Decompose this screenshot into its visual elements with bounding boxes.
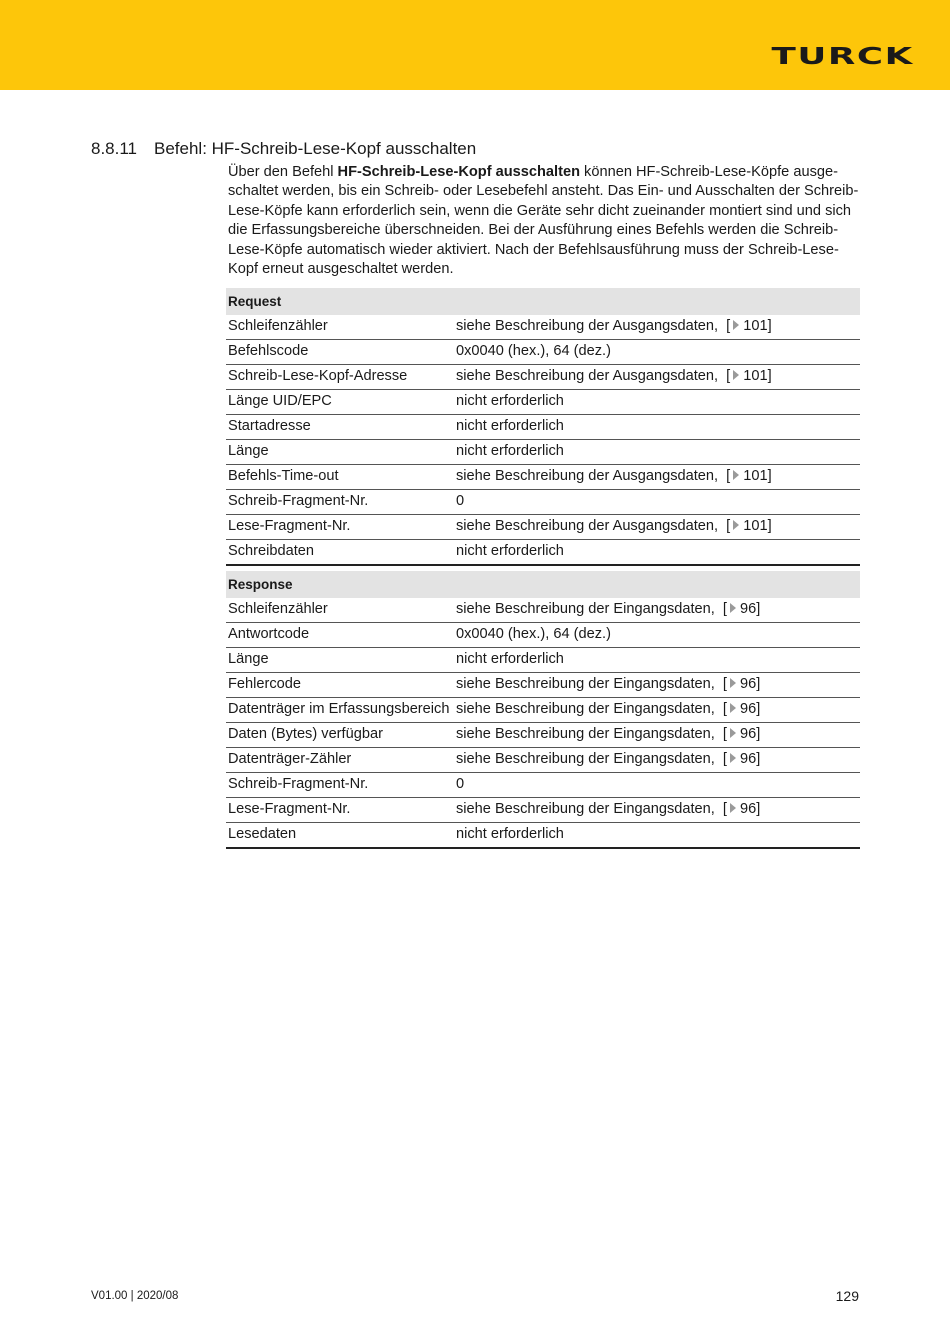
page-reference-link[interactable]: [ 96]: [714, 676, 761, 692]
request-heading: Request: [226, 288, 860, 315]
section-title-text: Befehl: HF-Schreib-Lese-Kopf ausschalten: [154, 139, 477, 158]
param-name: Datenträger im Erfassungsbereich: [226, 698, 454, 723]
page-reference-number: 96: [740, 701, 757, 717]
page-reference-arrow-icon: [730, 703, 736, 713]
table-row: [226, 673, 860, 698]
page-reference-link[interactable]: [ 101]: [718, 368, 772, 384]
table-row: [226, 773, 860, 798]
page-reference-link[interactable]: [ 96]: [714, 726, 761, 742]
param-value-text: siehe Beschreibung der Eingangsdaten,: [456, 701, 715, 717]
param-name: Lese-Fragment-Nr.: [226, 515, 454, 540]
table-row: [226, 823, 860, 849]
param-value-text: siehe Beschreibung der Eingangsdaten,: [456, 601, 715, 617]
param-value-text: nicht erforderlich: [456, 443, 564, 459]
section-number: 8.8.11: [91, 139, 138, 158]
page-reference-number: 101: [743, 518, 768, 534]
param-value-text: 0: [456, 776, 465, 792]
page-reference-number: 96: [740, 726, 757, 742]
param-name: Fehlercode: [226, 673, 454, 698]
param-value: [454, 748, 860, 773]
param-value-text: siehe Beschreibung der Eingangsdaten,: [456, 676, 715, 692]
page-number: 129: [835, 1288, 859, 1304]
page-reference-arrow-icon: [733, 320, 739, 330]
param-value: [454, 698, 860, 723]
page-reference-number: 96: [740, 601, 757, 617]
response-header-row: [226, 571, 860, 598]
table-row: [226, 465, 860, 490]
page-reference-link[interactable]: [ 96]: [714, 601, 761, 617]
param-value-text: 0x0040 (hex.), 64 (dez.): [456, 626, 611, 642]
param-value-text: 0: [456, 493, 465, 509]
page-reference-number: 101: [743, 368, 768, 384]
param-value-text: nicht erforderlich: [456, 418, 564, 434]
table-row: [226, 540, 860, 566]
param-value: [454, 440, 860, 465]
param-value-text: siehe Beschreibung der Ausgangsdaten,: [456, 368, 719, 384]
page-reference-link[interactable]: [ 101]: [718, 518, 772, 534]
param-value: [454, 773, 860, 798]
param-name: Daten (Bytes) verfügbar: [226, 723, 454, 748]
page-reference-arrow-icon: [730, 728, 736, 738]
intro-command-name: HF-Schreib-Lese-Kopf ausschalten: [337, 164, 580, 180]
param-name: Befehls-Time-out: [226, 465, 454, 490]
table-row: [226, 698, 860, 723]
page-reference-arrow-icon: [733, 370, 739, 380]
page-reference-number: 96: [740, 751, 757, 767]
param-name: Schleifenzähler: [226, 315, 454, 340]
param-value-text: siehe Beschreibung der Eingangsdaten,: [456, 751, 715, 767]
page-reference-number: 101: [743, 468, 768, 484]
page-reference-arrow-icon: [733, 520, 739, 530]
intro-paragraph: [228, 163, 868, 279]
table-row: [226, 415, 860, 440]
param-value: [454, 598, 860, 623]
param-name: Befehlscode: [226, 340, 454, 365]
table-row: [226, 723, 860, 748]
param-value: [454, 465, 860, 490]
param-value: [454, 490, 860, 515]
param-value-text: siehe Beschreibung der Eingangsdaten,: [456, 801, 715, 817]
request-table: [226, 288, 860, 566]
param-name: Schleifenzähler: [226, 598, 454, 623]
table-row: [226, 623, 860, 648]
section-title: [91, 139, 476, 159]
page-reference-link[interactable]: [ 96]: [714, 701, 761, 717]
table-row: [226, 315, 860, 340]
param-name: Lesedaten: [226, 823, 454, 849]
page-reference-link[interactable]: [ 96]: [714, 751, 761, 767]
page-reference-arrow-icon: [730, 603, 736, 613]
param-name: Schreib-Fragment-Nr.: [226, 773, 454, 798]
param-name: Schreib-Lese-Kopf-Adresse: [226, 365, 454, 390]
param-value: [454, 540, 860, 566]
param-value-text: siehe Beschreibung der Ausgangsdaten,: [456, 318, 719, 334]
param-value-text: nicht erforderlich: [456, 543, 564, 559]
param-value: [454, 515, 860, 540]
param-value: [454, 623, 860, 648]
param-name: Lese-Fragment-Nr.: [226, 798, 454, 823]
response-table: [226, 571, 860, 849]
param-name: Schreibdaten: [226, 540, 454, 566]
header-bar: [0, 0, 950, 90]
table-row: [226, 390, 860, 415]
param-name: Datenträger-Zähler: [226, 748, 454, 773]
param-value: [454, 315, 860, 340]
param-value: [454, 648, 860, 673]
param-value-text: siehe Beschreibung der Ausgangsdaten,: [456, 468, 719, 484]
page-reference-link[interactable]: [ 101]: [718, 468, 772, 484]
param-value-text: nicht erforderlich: [456, 826, 564, 842]
page-reference-link[interactable]: [ 101]: [718, 318, 772, 334]
table-row: [226, 515, 860, 540]
param-value-text: 0x0040 (hex.), 64 (dez.): [456, 343, 611, 359]
param-name: Länge: [226, 648, 454, 673]
page-reference-arrow-icon: [730, 803, 736, 813]
page-reference-number: 96: [740, 676, 757, 692]
param-name: Startadresse: [226, 415, 454, 440]
param-name: Antwortcode: [226, 623, 454, 648]
page-reference-link[interactable]: [ 96]: [714, 801, 761, 817]
page-reference-arrow-icon: [733, 470, 739, 480]
table-row: [226, 490, 860, 515]
param-value: [454, 365, 860, 390]
param-value: [454, 723, 860, 748]
param-name: Schreib-Fragment-Nr.: [226, 490, 454, 515]
param-value: [454, 340, 860, 365]
table-row: [226, 440, 860, 465]
param-value-text: siehe Beschreibung der Ausgangsdaten,: [456, 518, 719, 534]
table-row: [226, 798, 860, 823]
param-value: [454, 798, 860, 823]
response-heading: Response: [226, 571, 860, 598]
footer-version: V01.00 | 2020/08: [91, 1290, 179, 1302]
table-row: [226, 598, 860, 623]
param-name: Länge UID/EPC: [226, 390, 454, 415]
param-value: [454, 673, 860, 698]
table-row: [226, 365, 860, 390]
param-value-text: nicht erforderlich: [456, 393, 564, 409]
param-value-text: nicht erforderlich: [456, 651, 564, 667]
table-row: [226, 748, 860, 773]
turck-logo: TURCK: [771, 44, 914, 70]
param-value-text: siehe Beschreibung der Eingangsdaten,: [456, 726, 715, 742]
page-reference-number: 101: [743, 318, 768, 334]
intro-rest: können HF-Schreib-Lese-Köpfe ausge-schaltet werden, bis ein Schreib- oder Lesebefehl ansteht. Das Ein- und Ausschalten der Schreib-Lese-Köpfe kann erforderlich sein, wenn die Geräte sehr dicht zueinander montiert sind und sich die Erfassungsbereiche überschneiden. Bei der Ausführung eines Befehls werden die Schreib-Lese-Köpfe automatisch wieder aktiviert. Nach der Befehlsausführung muss der Schreib-Lese-Kopf erneut ausgeschaltet werden.: [228, 164, 859, 278]
param-value: [454, 823, 860, 849]
param-name: Länge: [226, 440, 454, 465]
param-value: [454, 390, 860, 415]
page-reference-arrow-icon: [730, 678, 736, 688]
request-header-row: [226, 288, 860, 315]
page-reference-arrow-icon: [730, 753, 736, 763]
intro-prefix: Über den Befehl: [228, 164, 338, 180]
table-row: [226, 648, 860, 673]
page-reference-number: 96: [740, 801, 757, 817]
param-value: [454, 415, 860, 440]
table-row: [226, 340, 860, 365]
